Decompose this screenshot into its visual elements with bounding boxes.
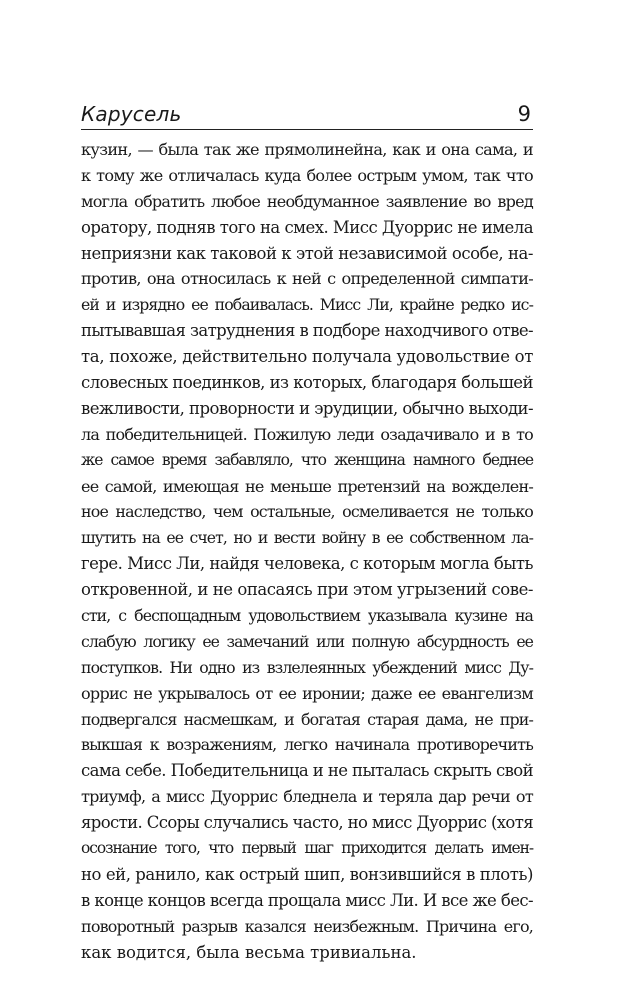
text-line: сама себе. Победительница и не пыталась скрыть свой bbox=[81, 761, 534, 781]
text-line: ла победительницей. Пожилую леди озадачивало и в то bbox=[81, 424, 533, 444]
text-line: сти, с беспощадным удовольствием указывала кузине на bbox=[81, 606, 533, 626]
text-line: ярости. Ссоры случались часто, но мисс Дуоррис (хотя bbox=[81, 813, 534, 833]
text-line: ее самой, имеющая не меньше претензий на вожделен- bbox=[81, 476, 533, 496]
text-line: выкшая к возражениям, легко начинала противоречить bbox=[81, 735, 533, 755]
text-line: в конце концов всегда прощала мисс Ли. И все же бес- bbox=[81, 890, 533, 910]
text-line: откровенной, и не опасаясь при этом угрызений сове- bbox=[81, 580, 533, 600]
text-line: пытывавшая затруднения в подборе находчивого отве- bbox=[81, 321, 533, 341]
text-line: кузин, — была так же прямолинейна, как и она сама, и bbox=[81, 140, 533, 159]
text-line: оратору, подняв того на смех. Мисс Дуоррис не имела bbox=[81, 217, 534, 237]
text-line: гере. Мисс Ли, найдя человека, с которым могла быть bbox=[81, 554, 533, 574]
text-line: поступков. Ни одно из взлелеянных убеждений мисс Ду- bbox=[81, 657, 533, 677]
body-text bbox=[81, 137, 533, 966]
text-line: к тому же отличалась куда более острым умом, так что bbox=[81, 165, 533, 185]
text-line: же самое время забавляло, что женщина намного беднее bbox=[81, 450, 533, 469]
text-line: оррис не укрывалось от ее иронии; даже ее евангелизм bbox=[81, 683, 533, 703]
text-line: подвергался насмешкам, и богатая старая дама, не при- bbox=[81, 709, 533, 729]
text-line: но ей, ранило, как острый шип, вонзившийся в плоть) bbox=[81, 864, 533, 884]
page-number: 9 bbox=[517, 102, 531, 126]
text-line: вежливости, проворности и эрудиции, обычно выходи- bbox=[81, 398, 533, 418]
text-line: осознание того, что первый шаг приходится делать имен- bbox=[81, 839, 533, 858]
text-line: шутить на ее счет, но и вести войну в ее собственном ла- bbox=[81, 528, 533, 548]
text-line: ей и изрядно ее побаивалась. Мисс Ли, крайне редко ис- bbox=[81, 295, 533, 315]
text-line: словесных поединков, из которых, благодаря большей bbox=[81, 373, 533, 393]
text-line: против, она относилась к ней с определенной симпати- bbox=[81, 269, 533, 289]
text-line: поворотный разрыв казался неизбежным. Причина его, bbox=[81, 916, 533, 936]
running-title: Карусель bbox=[81, 102, 182, 126]
text-line: могла обратить любое необдуманное заявление во вред bbox=[81, 191, 533, 211]
text-line: ное наследство, чем остальные, осмеливается не только bbox=[81, 502, 533, 522]
text-line: как водится, была весьма тривиальна. bbox=[81, 942, 417, 962]
text-line: триумф, а мисс Дуоррис бледнела и теряла дар речи от bbox=[81, 787, 533, 807]
running-head bbox=[81, 99, 533, 125]
text-line: слабую логику ее замечаний или полную абсурдность ее bbox=[81, 631, 533, 651]
text-line: неприязни как таковой к этой независимой особе, на- bbox=[81, 243, 533, 263]
header-rule bbox=[81, 129, 533, 130]
text-line: та, похоже, действительно получала удовольствие от bbox=[81, 347, 533, 367]
